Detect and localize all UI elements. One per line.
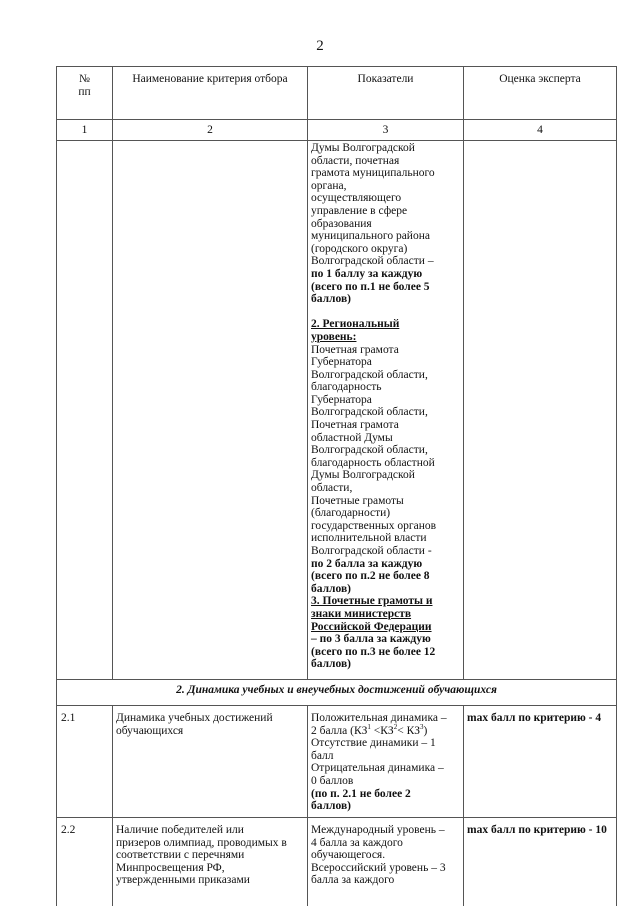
indicator-line: исполнительной власти	[311, 532, 427, 545]
indicator-line: знаки министерств	[311, 607, 412, 620]
indicator-line: по 1 баллу за каждую	[311, 267, 423, 280]
text-line: Международный уровень –	[311, 824, 445, 836]
cell-number-empty	[57, 141, 113, 679]
indicator-line: (по п. 2.1 не более 2	[311, 787, 411, 800]
column-numbers-row	[57, 120, 616, 141]
section-title: 2. Динамика учебных и внеучебных достижений обучающихся	[176, 684, 497, 696]
indicator-line: 2. Региональный	[311, 318, 400, 331]
row-criterion: Динамика учебных достижений обучающихся	[113, 706, 308, 817]
indicator-line: Волгоградской области –	[311, 255, 434, 268]
text-line: Минпросвещения РФ,	[116, 861, 225, 874]
header-expert-score: Оценка эксперта	[499, 73, 581, 85]
indicator-line: (благодарности)	[311, 507, 391, 520]
row-indicators	[308, 818, 464, 906]
indicator-line: управление в сфере	[311, 204, 408, 217]
header-number: № пп	[57, 67, 113, 119]
text-line: соответствии с перечнями	[116, 849, 245, 862]
indicator-line: Российской Федерации	[311, 620, 432, 633]
row-number: 2.1	[57, 706, 113, 817]
indicator-line: (всего по п.2 не более 8	[311, 570, 430, 583]
indicator-line: Волгоградской области,	[311, 406, 428, 419]
indicator-line: областной Думы	[311, 431, 393, 444]
column-number: 2	[113, 120, 308, 140]
row-number: 2.2	[57, 818, 113, 906]
indicator-line: баллов)	[311, 800, 352, 813]
page-number: 2	[316, 38, 324, 54]
indicator-line: Губернатора	[311, 393, 372, 406]
indicator-line: Отсутствие динамики – 1	[311, 737, 436, 750]
row-criterion	[113, 818, 308, 906]
indicator-line: государственных органов	[311, 519, 437, 532]
indicator-line: (всего по п.1 не более 5	[311, 280, 430, 293]
indicator-line: Думы Волгоградской	[311, 469, 415, 482]
text-line: утвержденными приказами	[116, 874, 250, 887]
column-number: 1	[57, 120, 113, 140]
indicator-line: уровень:	[311, 330, 357, 343]
indicator-line: (городского округа)	[311, 242, 408, 255]
indicator-line: Отрицательная динамика –	[311, 762, 444, 775]
continued-table-row	[57, 141, 616, 680]
header-criterion: Наименование критерия отбора	[113, 67, 308, 119]
indicator-line: грамота муниципального	[311, 167, 435, 180]
blank-line	[311, 306, 460, 319]
formula-suffix: )	[423, 724, 428, 737]
column-number: 3	[308, 120, 464, 140]
indicator-line: баллов)	[311, 582, 352, 595]
indicator-line: (всего по п.3 не более 12	[311, 645, 436, 658]
indicator-line: Почетные грамоты	[311, 494, 404, 507]
indicator-line: области, почетная	[311, 154, 400, 167]
cell-expert-empty	[464, 141, 616, 679]
formula-sup: 2	[393, 722, 398, 731]
table-row	[57, 706, 616, 818]
indicator-line: Положительная динамика –	[311, 712, 447, 724]
indicator-line: баллов)	[311, 658, 352, 671]
indicator-line: Волгоградской области -	[311, 545, 432, 557]
section-title-row	[57, 680, 616, 706]
indicator-line: осуществляющего	[311, 192, 402, 205]
text-line: Всероссийский уровень – 3	[311, 861, 446, 874]
text-line: Наличие победителей или	[116, 824, 244, 836]
text-line: балла за каждого	[311, 874, 395, 887]
indicator-line: Волгоградской области,	[311, 368, 428, 381]
formula-sup: 1	[367, 722, 371, 731]
text-line: призеров олимпиад, проводимых в	[116, 836, 287, 849]
indicator-line: Губернатора	[311, 356, 372, 369]
indicator-line: области,	[311, 482, 353, 495]
criteria-table	[56, 66, 617, 906]
formula-prefix: 2 балла (КЗ	[311, 724, 368, 737]
table-header-row	[57, 67, 616, 120]
row-indicators	[308, 706, 464, 817]
text-line: обучающегося.	[311, 849, 386, 862]
formula-sup: 3	[420, 722, 424, 731]
indicator-line: органа,	[311, 179, 347, 192]
indicator-line: благодарность областной	[311, 456, 435, 469]
indicator-formula-line	[311, 722, 460, 738]
formula-part: <КЗ	[370, 724, 394, 737]
indicator-line: 0 баллов	[311, 774, 354, 787]
indicator-line: – по 3 балла за каждую	[311, 633, 431, 646]
indicator-line: Волгоградской области,	[311, 444, 428, 457]
indicator-line: образования	[311, 217, 372, 230]
indicator-line: балл	[311, 749, 334, 762]
text-line: 4 балла за каждого	[311, 836, 403, 849]
indicator-line: баллов)	[311, 293, 352, 306]
cell-criterion-empty	[113, 141, 308, 679]
indicator-line: муниципального района	[311, 230, 430, 243]
indicator-line: по 2 балла за каждую	[311, 557, 423, 570]
indicator-line: Думы Волгоградской	[311, 142, 415, 154]
table-row	[57, 818, 616, 906]
cell-indicators-continued	[308, 141, 464, 679]
indicator-line: 3. Почетные грамоты и	[311, 595, 433, 608]
header-indicators: Показатели	[308, 67, 464, 119]
column-number: 4	[537, 124, 543, 136]
indicator-line: благодарность	[311, 381, 382, 394]
row-expert-score: max балл по критерию - 4	[467, 712, 602, 724]
indicator-line: Почетная грамота	[311, 419, 399, 432]
formula-part: < КЗ	[397, 724, 420, 737]
row-expert-score: max балл по критерию - 10	[467, 824, 607, 836]
indicator-line: Почетная грамота	[311, 343, 399, 356]
